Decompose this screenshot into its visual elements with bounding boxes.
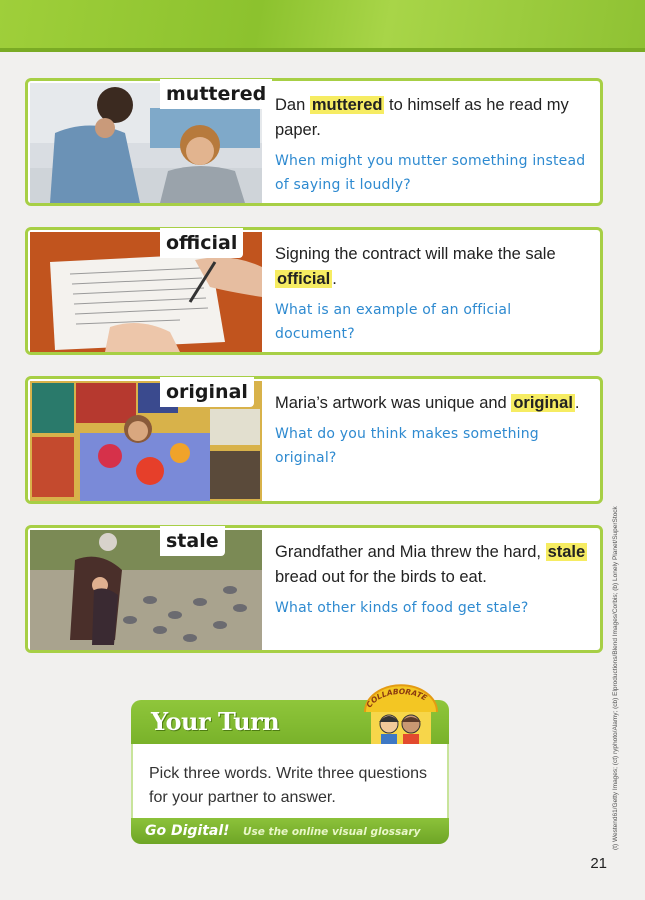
discussion-question: When might you mutter something instead of saying it loudly? [275, 153, 586, 193]
vocab-card-original [25, 376, 603, 504]
page-number: 21 [590, 855, 607, 872]
highlighted-word: official [277, 270, 331, 288]
example-sentence: Grandfather and Mia threw the hard, stale bread out for the birds to eat. [275, 543, 586, 586]
vocab-card-stale [25, 525, 603, 653]
vocab-card-muttered [25, 78, 603, 206]
vocab-word: muttered [160, 79, 272, 109]
photo-feeding-birds [30, 530, 262, 650]
example-sentence: Signing the contract will make the sale official . [275, 245, 556, 288]
vocab-word: stale [160, 526, 225, 556]
photo-credits: (t) Westend61/Getty Images; (ct) ryphoto/Alamy; (cb) Elproductions/Blend Images/Corbis; (b) Lonely Planet/SuperStock [612, 506, 619, 850]
vocab-card-official [25, 227, 603, 355]
vocab-word: original [160, 377, 254, 407]
collaborate-badge [357, 682, 443, 752]
your-turn-instructions: Pick three words. Write three questions for your partner to answer. [149, 765, 428, 806]
vocab-word: official [160, 228, 243, 258]
your-turn-body [131, 744, 449, 818]
highlighted-word: stale [547, 543, 586, 561]
discussion-question: What other kinds of food get stale? [275, 600, 529, 616]
top-banner [0, 0, 645, 52]
example-sentence: Dan muttered to himself as he read my paper. [275, 96, 569, 139]
highlighted-word: original [513, 394, 573, 412]
your-turn-title: Your Turn [151, 707, 280, 736]
discussion-question: What do you think makes something original? [275, 426, 539, 466]
go-digital-link[interactable]: Use the online visual glossary [243, 826, 421, 838]
discussion-question: What is an example of an official document? [275, 302, 512, 342]
collaborate-label: COLLABORATE [364, 688, 429, 710]
your-turn-box [131, 690, 449, 848]
go-digital-label[interactable]: Go Digital! [145, 823, 230, 839]
go-digital-bar[interactable] [131, 818, 449, 844]
example-sentence: Maria’s artwork was unique and original . [275, 394, 580, 412]
highlighted-word: muttered [311, 96, 383, 114]
